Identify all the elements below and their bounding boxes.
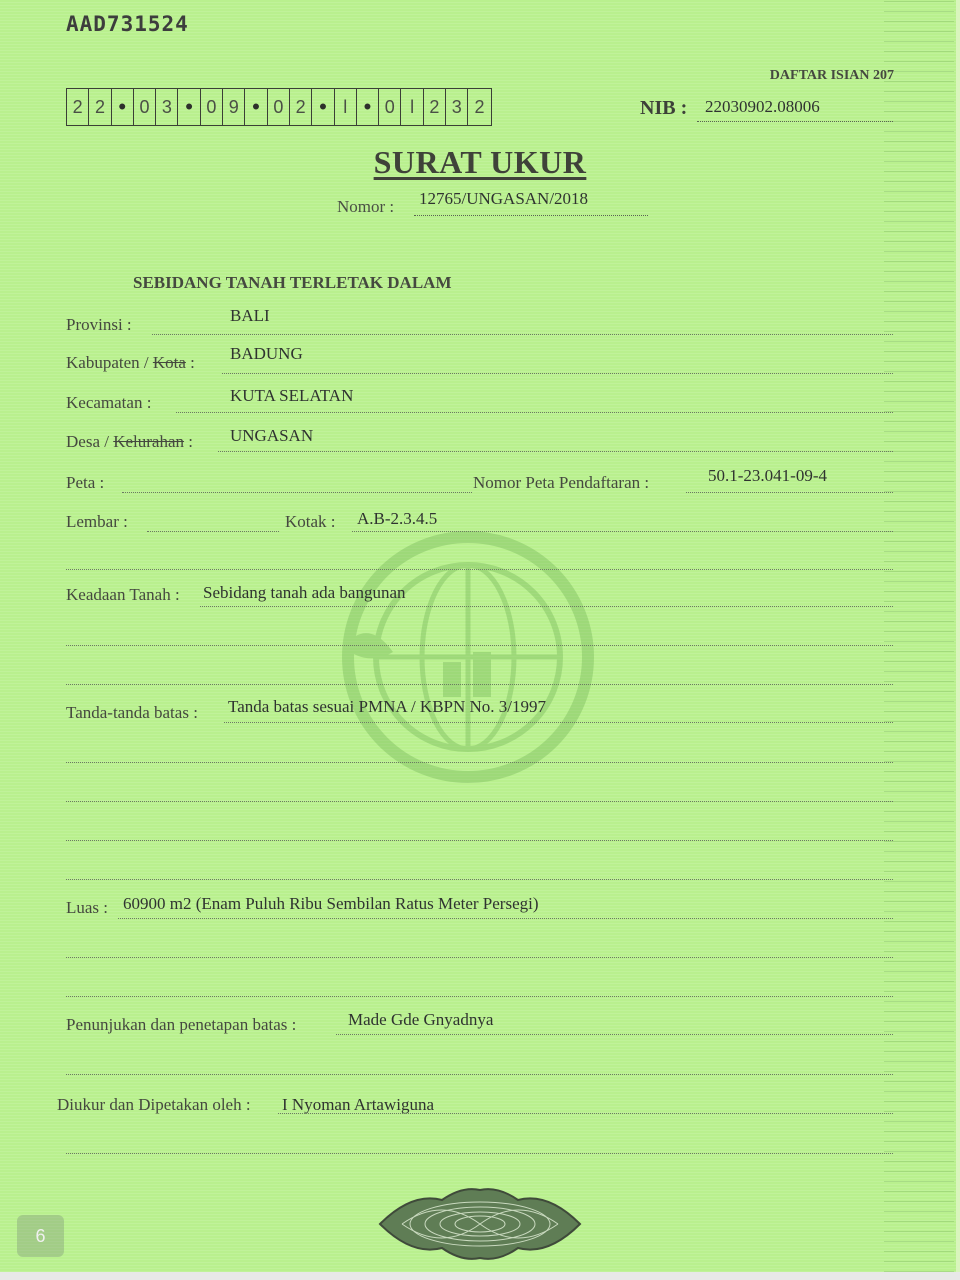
keadaan-line-2 (66, 645, 893, 646)
lembar-line (147, 531, 279, 532)
serial-number: AAD731524 (66, 12, 189, 36)
provinsi-line (152, 334, 893, 335)
kabupaten-value: BADUNG (230, 344, 303, 363)
penunjukan-line (336, 1034, 893, 1035)
code-box: 0 (201, 89, 223, 125)
keadaan-tanah-label: Keadaan Tanah : (66, 585, 180, 604)
code-box: l (335, 89, 357, 125)
code-box: 2 (67, 89, 89, 125)
nib-label: NIB : (640, 97, 688, 119)
blank-line (66, 569, 893, 570)
keadaan-line-1 (200, 606, 893, 607)
tanda-line-4 (66, 840, 893, 841)
keadaan-line-3 (66, 684, 893, 685)
luas-label: Luas : (66, 898, 109, 917)
kabupaten-line (222, 373, 893, 374)
kecamatan-line (176, 412, 893, 413)
bpn-emblem-watermark (323, 527, 613, 797)
code-box: 3 (156, 89, 178, 125)
nib-line (697, 121, 893, 122)
kecamatan-value: KUTA SELATAN (230, 386, 354, 405)
guilloche-seal (372, 1186, 588, 1262)
nomor-value: 12765/UNGASAN/2018 (419, 189, 589, 208)
bottom-strip (0, 1272, 960, 1280)
code-box: 2 (474, 96, 485, 117)
luas-line-3 (66, 996, 893, 997)
code-box: • (245, 89, 267, 125)
kotak-label: Kotak : (285, 512, 336, 531)
kecamatan-label: Kecamatan : (66, 393, 152, 412)
code-box: 0 (134, 89, 156, 125)
code-box: l (401, 89, 423, 125)
code-box: • (312, 89, 334, 125)
keadaan-tanah-value: Sebidang tanah ada bangunan (203, 583, 406, 602)
penunjukan-value: Made Gde Gnyadnya (348, 1010, 494, 1029)
code-box: 2 (424, 89, 446, 125)
code-box: • (357, 89, 379, 125)
nomor-label: Nomor : (337, 197, 395, 216)
form-code: DAFTAR ISIAN 207 (769, 68, 894, 83)
code-box: 0 (268, 89, 290, 125)
kotak-value: A.B-2.3.4.5 (357, 509, 438, 528)
provinsi-label: Provinsi : (66, 315, 132, 334)
kabupaten-label: Kabupaten / Kota : (66, 353, 195, 372)
document-title: SURAT UKUR (373, 144, 587, 180)
code-box: • (178, 89, 200, 125)
tanda-line-3 (66, 801, 893, 802)
luas-line-1 (118, 918, 893, 919)
peta-label: Peta : (66, 473, 105, 492)
desa-label: Desa / Kelurahan : (66, 432, 194, 451)
nomor-peta-label: Nomor Peta Pendaftaran : (473, 473, 650, 492)
tanda-batas-value: Tanda batas sesuai PMNA / KBPN No. 3/1997 (228, 697, 547, 716)
diukur-line (278, 1113, 893, 1114)
nomor-line (414, 215, 648, 216)
tanda-batas-label: Tanda-tanda batas : (66, 703, 198, 722)
code-box: 2 (89, 89, 111, 125)
luas-value: 60900 m2 (Enam Puluh Ribu Sembilan Ratus Meter Persegi) (123, 894, 539, 913)
provinsi-value: BALI (230, 306, 270, 325)
peta-line (122, 492, 472, 493)
nomor-peta-value: 50.1-23.041-09-4 (708, 466, 827, 485)
code-box: 9 (223, 89, 245, 125)
code-box: 3 (446, 89, 468, 125)
luas-line-2 (66, 957, 893, 958)
desa-line (218, 451, 893, 452)
tanda-line-1 (224, 722, 893, 723)
page-number-badge[interactable]: 6 (17, 1215, 64, 1257)
kotak-line (352, 531, 893, 532)
diukur-line-2 (66, 1153, 893, 1154)
nib-value: 22030902.08006 (705, 97, 820, 116)
penunjukan-label: Penunjukan dan penetapan batas : (66, 1015, 297, 1034)
penunjukan-line-2 (66, 1074, 893, 1075)
desa-value: UNGASAN (230, 426, 314, 445)
nomor-peta-line (686, 492, 893, 493)
diukur-label: Diukur dan Dipetakan oleh : (57, 1095, 251, 1114)
security-texture (884, 0, 954, 1272)
code-box: 2 (290, 89, 312, 125)
section-heading: SEBIDANG TANAH TERLETAK DALAM (133, 273, 452, 292)
diukur-value: I Nyoman Artawiguna (282, 1095, 435, 1114)
code-box: • (112, 89, 134, 125)
lembar-label: Lembar : (66, 512, 128, 531)
tanda-line-2 (66, 762, 893, 763)
tanda-line-5 (66, 879, 893, 880)
code-box: 0 (379, 89, 401, 125)
page-edge (956, 0, 960, 1272)
code-boxes (66, 88, 492, 126)
